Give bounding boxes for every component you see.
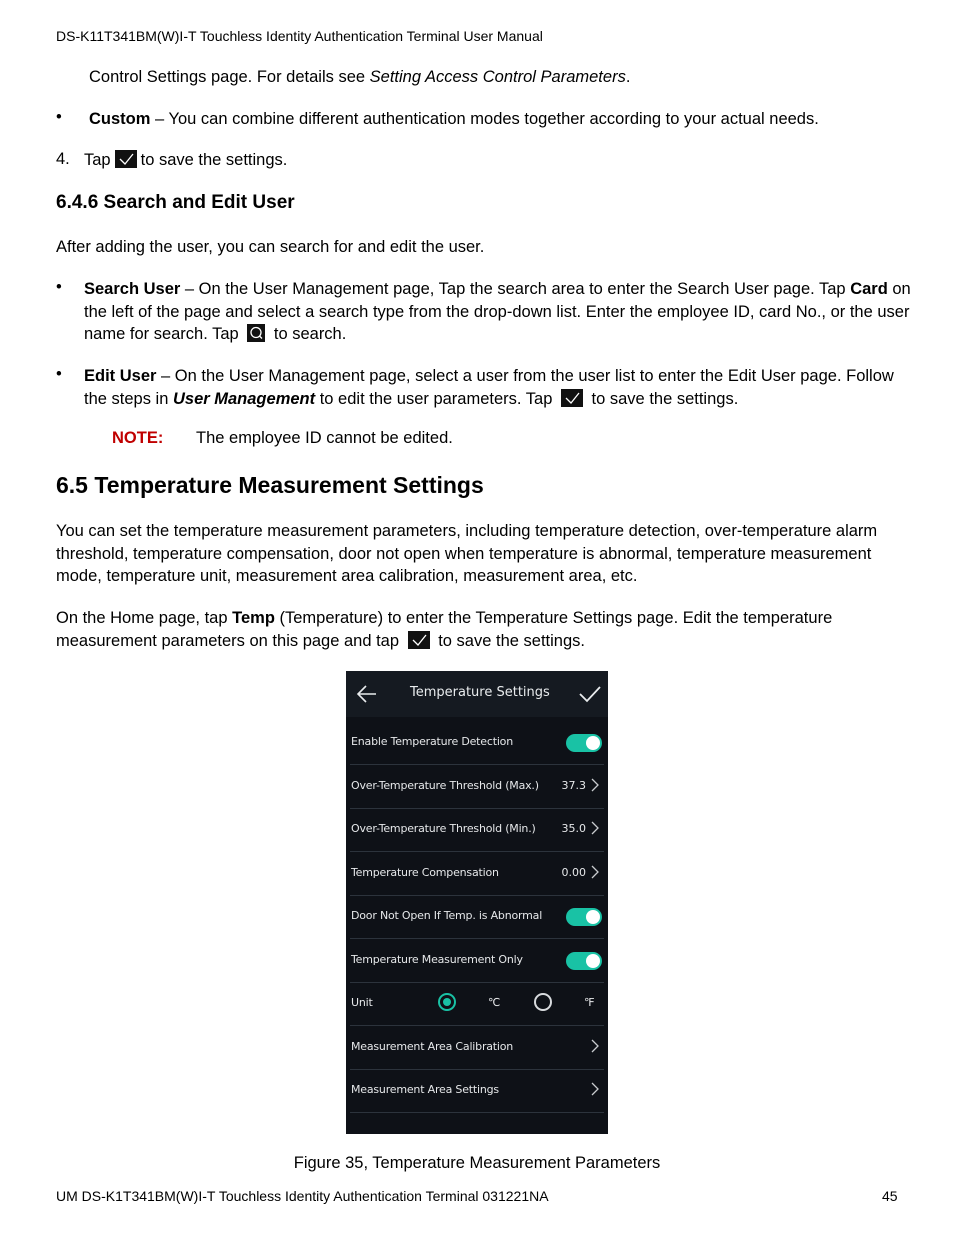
save-check-icon[interactable] [578, 684, 602, 708]
row-measurement-only[interactable] [350, 939, 604, 983]
row-area-settings[interactable] [350, 1069, 604, 1113]
unit-fahrenheit-label: ℉ [584, 996, 595, 1009]
row-value: 35.0 [561, 822, 586, 835]
chevron-right-icon [590, 1038, 600, 1058]
temperature-settings-screenshot [346, 671, 608, 1134]
toggle-switch[interactable] [566, 908, 602, 926]
row-label: Unit [351, 996, 373, 1009]
row-label: Over-Temperature Threshold (Min.) [351, 822, 536, 835]
row-label: Enable Temperature Detection [351, 735, 513, 748]
custom-item: Custom – You can combine different authentication modes together according to your actual needs. [89, 110, 819, 128]
step-4-number: 4. [56, 150, 70, 168]
radio-fahrenheit[interactable] [534, 993, 552, 1011]
row-label: Measurement Area Settings [351, 1083, 499, 1096]
chevron-right-icon [590, 820, 600, 840]
page-number: 45 [882, 1188, 898, 1204]
phone-title-bar [346, 671, 608, 717]
search-icon [247, 324, 265, 342]
back-arrow-icon[interactable] [356, 684, 378, 708]
row-label: Door Not Open If Temp. is Abnormal [351, 909, 543, 922]
row-value: 37.3 [561, 779, 586, 792]
phone-title: Temperature Settings [410, 685, 550, 700]
intro-paragraph: After adding the user, you can search for and edit the user. [56, 238, 485, 256]
bullet-custom: • [56, 108, 62, 126]
row-area-calibration[interactable] [350, 1026, 604, 1070]
chevron-right-icon [590, 777, 600, 797]
row-door-not-open[interactable] [350, 895, 604, 939]
figure-caption: Figure 35, Temperature Measurement Parameters [293, 1154, 661, 1172]
row-label: Measurement Area Calibration [351, 1040, 514, 1053]
section-heading-temperature: 6.5 Temperature Measurement Settings [56, 472, 484, 498]
temperature-paragraph: You can set the temperature measurement parameters, including temperature detection, over-temperature alarm threshold, temperature compensation, door not open when temperature is abnormal, temperature measurement mode, temperature unit, measurement area calibration, measurement area, etc. [56, 522, 878, 585]
row-label: Temperature Compensation [351, 866, 499, 879]
row-enable-temperature-detection[interactable] [350, 721, 604, 765]
row-temperature-compensation[interactable] [350, 852, 604, 896]
row-threshold-min[interactable] [350, 808, 604, 852]
note-text: The employee ID cannot be edited. [196, 429, 453, 447]
unit-celsius-label: ℃ [488, 996, 501, 1009]
checkmark-icon [115, 150, 137, 168]
chevron-right-icon [590, 864, 600, 884]
chevron-right-icon [590, 1081, 600, 1101]
edit-user-item: Edit User – On the User Management page, select a user from the user list to enter the Edit User page. Follow the steps in User Management to edit the user parameters. Tap to save the settings. [84, 367, 894, 408]
toggle-switch[interactable] [566, 952, 602, 970]
section-heading-search-edit: 6.4.6 Search and Edit User [56, 192, 295, 213]
bullet-edit: • [56, 365, 62, 383]
bullet-search: • [56, 278, 62, 296]
home-page-paragraph: On the Home page, tap Temp (Temperature) to enter the Temperature Settings page. Edit the temperature measurement parameters on this page and tap to save the settings. [56, 609, 833, 650]
radio-celsius[interactable] [438, 993, 456, 1011]
row-label: Over-Temperature Threshold (Max.) [351, 779, 539, 792]
row-value: 0.00 [561, 866, 586, 879]
checkmark-icon [408, 631, 430, 649]
checkmark-icon [561, 389, 583, 407]
running-header: DS-K11T341BM(W)I-T Touchless Identity Authentication Terminal User Manual [56, 28, 543, 44]
note-label: NOTE: [112, 429, 164, 447]
step-4: Tap to save the settings. [84, 151, 288, 169]
row-threshold-max[interactable] [350, 765, 604, 809]
footer-text: UM DS-K1T341BM(W)I-T Touchless Identity Authentication Terminal 031221NA [56, 1188, 549, 1204]
search-user-item: Search User – On the User Management page, Tap the search area to enter the Search User page. Tap Card on the left of the page and select a search type from the drop-down list. Enter the employee ID, card No., or the user name for search. Tap to search. [84, 280, 911, 343]
toggle-switch[interactable] [566, 734, 602, 752]
row-unit [350, 982, 604, 1026]
row-label: Temperature Measurement Only [351, 953, 523, 966]
continued-line: Control Settings page. For details see Setting Access Control Parameters. [89, 68, 631, 86]
